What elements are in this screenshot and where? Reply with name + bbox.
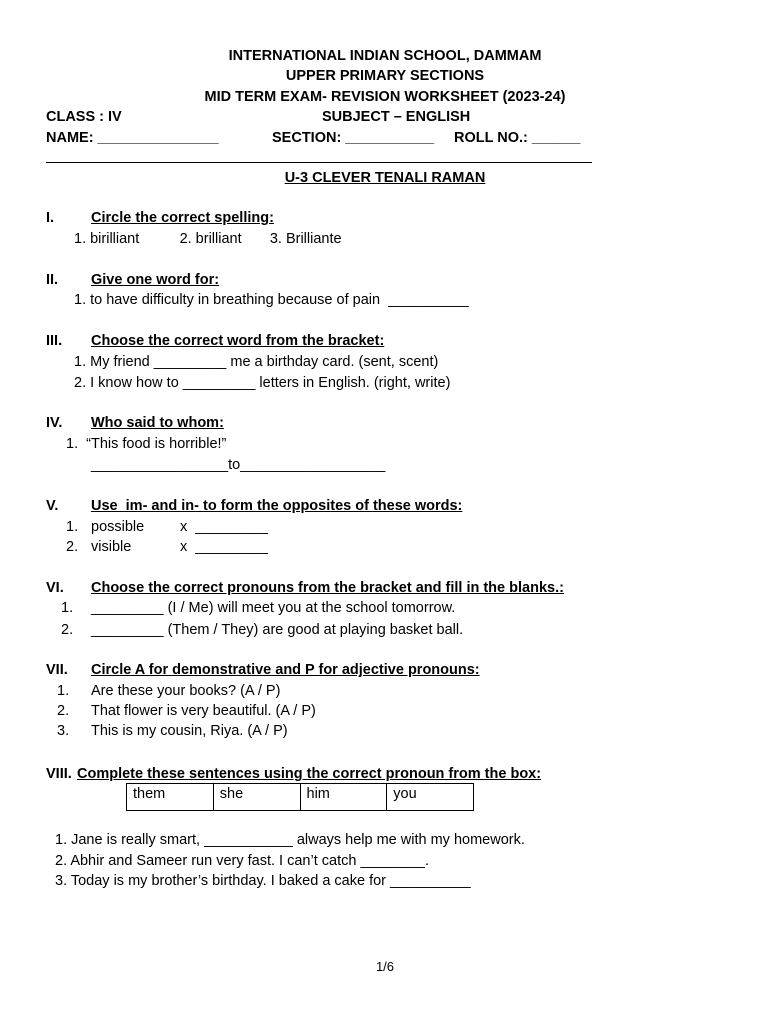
section-field: SECTION: ___________ (272, 130, 435, 146)
q5-item-number: 1. (66, 519, 79, 535)
q7-title: Circle A for demonstrative and P for adjective pronouns: (91, 662, 480, 678)
name-field: NAME: _______________ (46, 130, 219, 146)
q6-item-number: 1. (61, 600, 74, 616)
roll-field: ROLL NO.: ______ (454, 130, 581, 146)
school-name: INTERNATIONAL INDIAN SCHOOL, DAMMAM (228, 48, 542, 64)
q5-item-word: possible (91, 519, 145, 535)
q6-title: Choose the correct pronouns from the bracket and fill in the blanks.: (91, 580, 564, 596)
q7-item-text: This is my cousin, Riya. (A / P) (91, 723, 288, 739)
q2-title: Give one word for: (91, 272, 220, 288)
q7-item-text: Are these your books? (A / P) (91, 683, 281, 699)
pronoun-option: she (214, 784, 301, 810)
q7-number: VII. (46, 662, 68, 678)
q1-number: I. (46, 210, 55, 226)
q6-item-text: _________ (Them / They) are good at playing basket ball. (91, 622, 464, 638)
pronoun-option: you (393, 786, 417, 802)
q5-title: Use im- and in- to form the opposites of these words: (91, 498, 463, 514)
header-divider (46, 162, 592, 163)
q8-item: 1. Jane is really smart, ___________ always help me with my homework. (55, 832, 525, 848)
page-number: 1/6 (375, 959, 395, 974)
q6-item-text: _________ (I / Me) will meet you at the school tomorrow. (91, 600, 456, 616)
q3-item: 2. I know how to _________ letters in English. (right, write) (74, 375, 451, 391)
q7-item-text: That flower is very beautiful. (A / P) (91, 703, 316, 719)
q3-number: III. (46, 333, 63, 349)
unit-title: U-3 CLEVER TENALI RAMAN (284, 170, 486, 186)
q2-item: 1. to have difficulty in breathing because of pain __________ (74, 292, 469, 308)
q6-number: VI. (46, 580, 64, 596)
subject-label: SUBJECT – ENGLISH (322, 109, 471, 125)
q5-item-word: visible (91, 539, 132, 555)
q1-title: Circle the correct spelling: (91, 210, 274, 226)
q8-item: 2. Abhir and Sameer run very fast. I can’t catch ________. (55, 853, 429, 869)
q3-title: Choose the correct word from the bracket: (91, 333, 385, 349)
exam-heading: MID TERM EXAM- REVISION WORKSHEET (2023-24) (204, 89, 566, 105)
q4-answer-line: _________________to__________________ (91, 457, 386, 473)
q1-options: 1. birilliant 2. brilliant 3. Brilliante (74, 231, 342, 247)
q8-number: VIII. (46, 766, 72, 782)
q5-item-blank: x _________ (180, 539, 268, 555)
q7-item-number: 1. (57, 683, 70, 699)
q4-item: 1. “This food is horrible!” (66, 436, 227, 452)
q5-item-number: 2. (66, 539, 79, 555)
q8-title: Complete these sentences using the correct pronoun from the box: (77, 766, 542, 782)
q4-number: IV. (46, 415, 63, 431)
class-label: CLASS : IV (46, 109, 122, 125)
q2-number: II. (46, 272, 59, 288)
q6-item-number: 2. (61, 622, 74, 638)
q7-item-number: 3. (57, 723, 70, 739)
q7-item-number: 2. (57, 703, 70, 719)
q5-item-blank: x _________ (180, 519, 268, 535)
pronoun-option: him (301, 784, 388, 810)
q5-number: V. (46, 498, 59, 514)
q3-item: 1. My friend _________ me a birthday card. (sent, scent) (74, 354, 439, 370)
q4-title: Who said to whom: (91, 415, 224, 431)
pronoun-option: them (127, 784, 214, 810)
pronoun-box (126, 783, 474, 811)
q8-item: 3. Today is my brother’s birthday. I baked a cake for __________ (55, 873, 471, 889)
section-heading: UPPER PRIMARY SECTIONS (285, 68, 485, 84)
